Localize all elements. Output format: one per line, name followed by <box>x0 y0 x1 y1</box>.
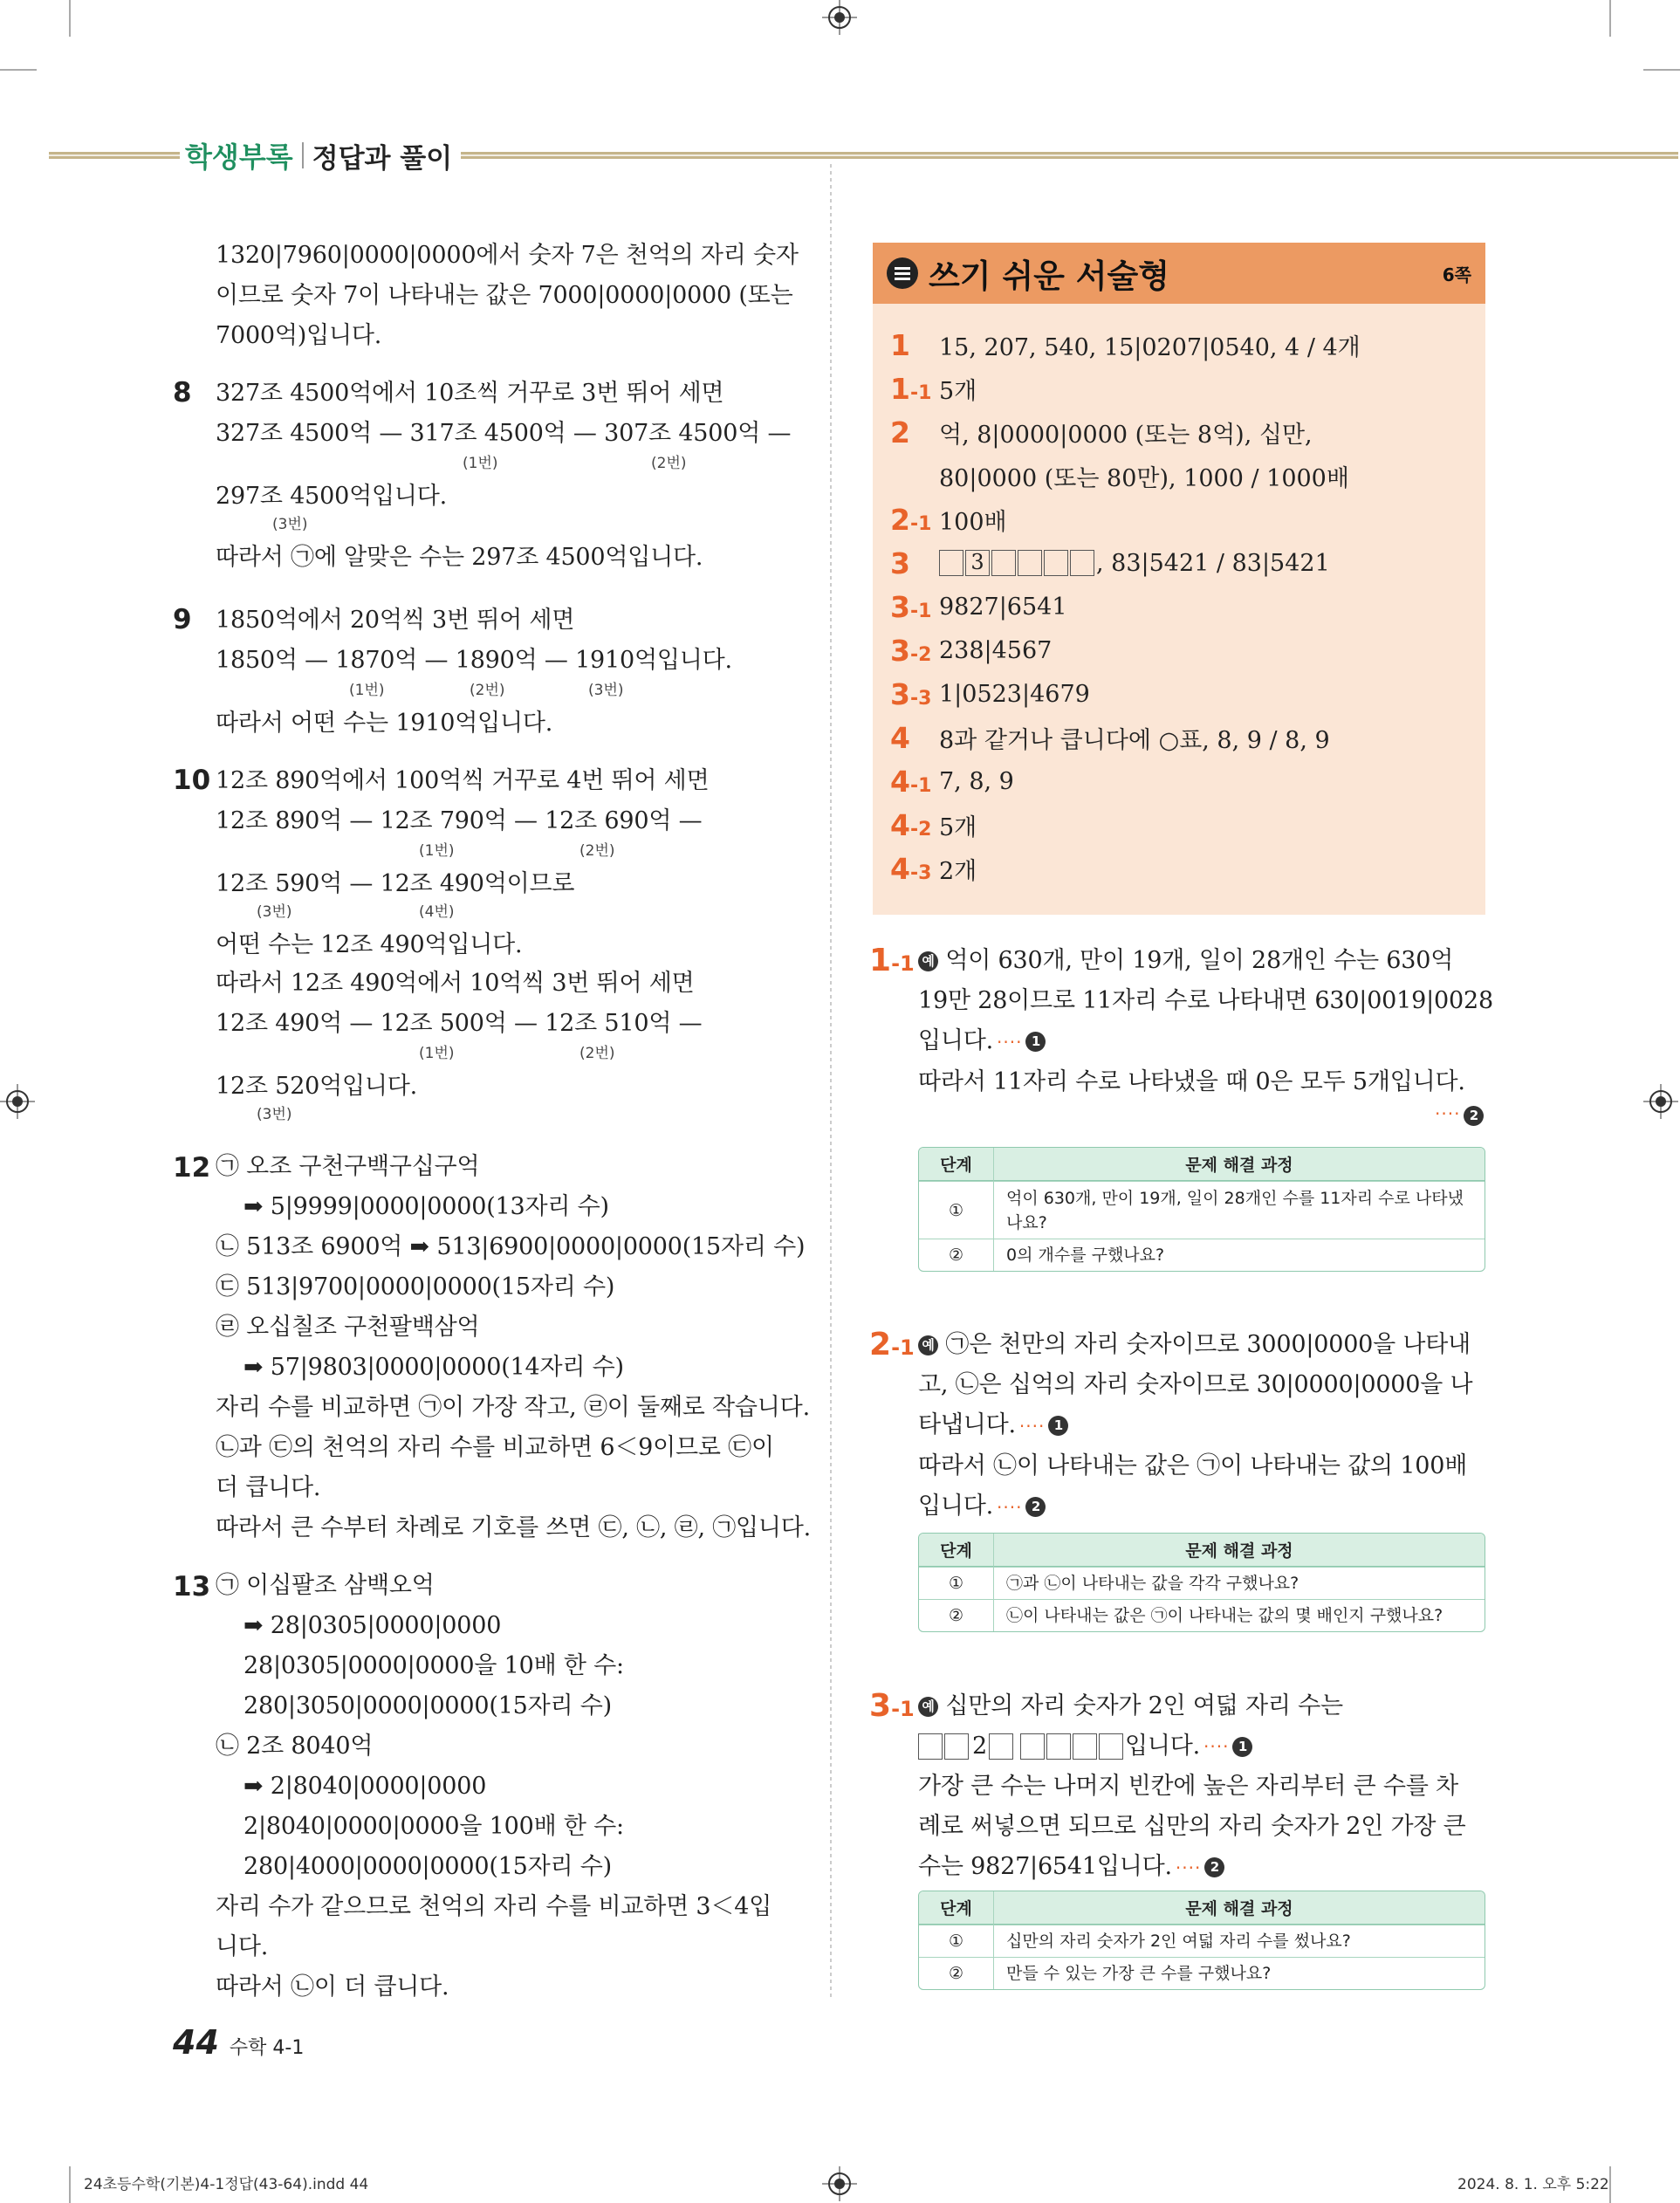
registration-mark-left <box>0 1084 35 1119</box>
digit-box <box>1018 550 1042 576</box>
digit-box <box>1099 1733 1123 1760</box>
jump-label: (4번) <box>419 903 455 921</box>
page-footer <box>173 2023 304 2062</box>
answer-sub: -2 <box>909 818 932 841</box>
jump-label: (2번) <box>651 455 687 472</box>
question-number: 8 <box>173 377 192 408</box>
dotted-leader: ···· <box>1435 1103 1461 1124</box>
intro-line: 7000억)입니다. <box>216 322 382 349</box>
digit-boxes <box>939 550 1096 576</box>
digit-box <box>1044 550 1068 576</box>
table-cell: 십만의 자리 숫자가 2인 여덟 자리 수를 썼나요? <box>994 1925 1485 1957</box>
answer-text: 9827|6541 <box>939 593 1067 621</box>
q12-line: ㉣ 오십칠조 구천팔백삼억 <box>216 1314 480 1341</box>
jump-label: (1번) <box>419 842 455 860</box>
answer-sub: -3 <box>909 861 932 884</box>
solution-2-1 <box>918 1325 1472 1527</box>
step-marker <box>1431 1103 1484 1126</box>
q8-line: 327조 4500억 — 317조 4500억 — 307조 4500억 — <box>216 420 792 447</box>
answer-item <box>890 847 977 890</box>
answer-item <box>890 716 1330 759</box>
answer-item <box>890 323 1361 367</box>
q12-line: ➡ 57|9803|0000|0000(14자리 수) <box>243 1354 624 1381</box>
jump-label: (3번) <box>272 516 308 533</box>
table-header: 문제 해결 과정 <box>994 1148 1485 1181</box>
list-icon <box>887 257 918 289</box>
answer-sub: -1 <box>909 600 932 622</box>
question-number: 12 <box>173 1152 211 1184</box>
step-table <box>918 1147 1485 1272</box>
subject-label: 수학 4-1 <box>229 2037 305 2059</box>
solution-line: 따라서 11자리 수로 나타냈을 때 0은 모두 5개입니다. <box>918 1068 1465 1095</box>
digit-box <box>944 1733 969 1760</box>
answer-text: 80|0000 (또는 80만), 1000 / 1000배 <box>939 464 1349 492</box>
answer-num: 3 <box>890 589 910 624</box>
answer-num: 2 <box>890 502 910 537</box>
answer-item <box>890 410 1313 454</box>
q13-line: 니다. <box>216 1933 269 1960</box>
q12-line: 더 큽니다. <box>216 1474 321 1501</box>
intro-line: 1320|7960|0000|0000에서 숫자 7은 천억의 자리 숫자 <box>216 242 799 269</box>
answer-box-page: 6쪽 <box>1442 264 1471 285</box>
solution-line: 례로 써넣으면 되므로 십만의 자리 숫자가 2인 가장 큰 <box>918 1813 1466 1840</box>
jump-label: (2번) <box>579 1045 615 1062</box>
q12-line: ㉡ 513조 6900억 ➡ 513|6900|0000|0000(15자리 수) <box>216 1233 806 1260</box>
q10-line: 12조 520억입니다. <box>216 1073 418 1100</box>
answer-num: 3 <box>890 546 910 580</box>
step-mark: 2 <box>1204 1857 1224 1877</box>
answer-text: 8과 같거나 큽니다에 ○표, 8, 9 / 8, 9 <box>939 726 1330 754</box>
question-number: 9 <box>173 604 192 635</box>
q12-line: ㉠ 오조 구천구백구십구억 <box>216 1153 480 1180</box>
table-header: 문제 해결 과정 <box>994 1891 1485 1925</box>
table-cell: 만들 수 있는 가장 큰 수를 구했나요? <box>994 1957 1485 1989</box>
step-mark: 2 <box>1464 1106 1484 1126</box>
q10-line: 12조 890억 — 12조 790억 — 12조 690억 — <box>216 807 703 834</box>
digit-box <box>918 1733 943 1760</box>
solution-line: 입니다. <box>918 1493 994 1520</box>
header-divider <box>302 142 304 168</box>
registration-mark-top <box>822 0 857 35</box>
table-cell: ㉠과 ㉡이 나타내는 값을 각각 구했나요? <box>994 1567 1485 1599</box>
q9-line: 1850억에서 20억씩 3번 뛰어 세면 <box>216 607 575 634</box>
table-cell: ㉡이 나타내는 값은 ㉠이 나타내는 값의 몇 배인지 구했나요? <box>994 1599 1485 1631</box>
registration-mark-bottom <box>822 2166 857 2201</box>
q12-block <box>216 1147 811 1548</box>
question-number: 10 <box>173 765 211 796</box>
digit-box <box>989 1733 1013 1760</box>
answer-item <box>890 672 1090 716</box>
answer-box-header <box>873 243 1485 304</box>
answer-box-title: 쓰기 쉬운 서술형 <box>929 257 1169 295</box>
digit-box <box>991 550 1016 576</box>
jump-label: (2번) <box>579 842 615 860</box>
answer-text: 2개 <box>939 857 977 885</box>
table-header: 단계 <box>919 1891 994 1925</box>
answer-text: 238|4567 <box>939 636 1053 664</box>
solution-line: 고, ㉡은 십억의 자리 숫자이므로 30|0000|0000을 나 <box>918 1371 1473 1398</box>
q10-line: 12조 490억 — 12조 500억 — 12조 510억 — <box>216 1010 703 1037</box>
example-badge: 예 <box>918 1697 938 1717</box>
answer-text: 5개 <box>939 813 977 841</box>
page-header <box>185 135 452 175</box>
step-mark: 2 <box>1025 1497 1046 1517</box>
table-cell: 억이 630개, 만이 19개, 일이 28개인 수를 11자리 수로 나타냈나요? <box>994 1181 1485 1239</box>
q10-line: 어떤 수는 12조 490억입니다. <box>216 931 523 958</box>
answer-text: 5개 <box>939 377 977 405</box>
jump-label: (2번) <box>470 682 505 699</box>
solution-line: 가장 큰 수는 나머지 빈칸에 높은 자리부터 큰 수를 차 <box>918 1773 1458 1800</box>
header-subtitle: 정답과 풀이 <box>312 142 453 175</box>
answer-sub: -2 <box>909 643 932 666</box>
dotted-leader: ···· <box>1175 1857 1202 1878</box>
example-badge: 예 <box>918 1335 938 1355</box>
digit-box <box>1073 1733 1097 1760</box>
q13-line: 280|3050|0000|0000(15자리 수) <box>243 1692 613 1719</box>
example-badge: 예 <box>918 951 938 971</box>
question-number: 13 <box>173 1571 211 1602</box>
answer-text: 1|0523|4679 <box>939 680 1090 708</box>
answer-num: 4 <box>890 851 910 886</box>
jump-label: (1번) <box>419 1045 455 1062</box>
answer-item <box>890 367 977 410</box>
q13-line: 28|0305|0000|0000을 10배 한 수: <box>243 1652 624 1679</box>
q10-line: 따라서 12조 490억에서 10억씩 3번 뛰어 세면 <box>216 970 695 997</box>
q12-line: ㉢ 513|9700|0000|0000(15자리 수) <box>216 1273 615 1301</box>
jump-label: (3번) <box>257 1106 292 1123</box>
solution-number <box>869 1688 915 1724</box>
answer-item <box>890 628 1052 672</box>
q8-line: 297조 4500억입니다. <box>216 483 448 510</box>
q13-line: ㉡ 2조 8040억 <box>216 1733 374 1760</box>
dotted-leader: ···· <box>1203 1736 1230 1757</box>
solution-sub: -1 <box>891 951 915 976</box>
answer-num: 1 <box>890 371 910 406</box>
table-cell: ① <box>919 1567 994 1599</box>
intro-text <box>216 236 799 356</box>
digit-two: 2 <box>972 1733 987 1760</box>
solution-line: ㉠은 천만의 자리 숫자이므로 3000|0000을 나타내 <box>945 1331 1471 1358</box>
intro-line: 이므로 숫자 7이 나타내는 값은 7000|0000|0000 (또는 <box>216 282 793 309</box>
answer-sub: -1 <box>909 381 932 404</box>
table-cell: ② <box>919 1239 994 1271</box>
table-header: 단계 <box>919 1148 994 1181</box>
digit-box <box>939 550 963 576</box>
solution-num: 1 <box>869 943 892 978</box>
answer-item <box>890 541 1330 585</box>
answer-num: 1 <box>890 327 910 362</box>
solution-1-1 <box>918 941 1493 1102</box>
q12-line: 따라서 큰 수부터 차례로 기호를 쓰면 ㉢, ㉡, ㉣, ㉠입니다. <box>216 1514 812 1541</box>
solution-line: 억이 630개, 만이 19개, 일이 28개인 수는 630억 <box>945 947 1454 974</box>
q12-line: ➡ 5|9999|0000|0000(13자리 수) <box>243 1193 609 1220</box>
step-mark: 1 <box>1025 1032 1046 1052</box>
q13-block <box>216 1566 771 2007</box>
q9-line: 1850억 — 1870억 — 1890억 — 1910억입니다. <box>216 647 732 674</box>
q13-line: 따라서 ㉡이 더 큽니다. <box>216 1973 449 2001</box>
table-header: 단계 <box>919 1534 994 1567</box>
q8-line: 327조 4500억에서 10조씩 거꾸로 3번 뛰어 세면 <box>216 380 724 407</box>
answer-num: 3 <box>890 676 910 711</box>
step-mark: 1 <box>1048 1416 1068 1436</box>
answer-text: 15, 207, 540, 15|0207|0540, 4 / 4개 <box>939 333 1361 361</box>
page-number: 44 <box>173 2023 219 2062</box>
solution-number <box>869 943 915 978</box>
answer-text: 억, 8|0000|0000 (또는 8억), 십만, <box>939 421 1313 449</box>
answer-sub: -3 <box>909 687 932 710</box>
solution-line: 입니다. <box>918 1027 994 1054</box>
q8-line: 따라서 ㉠에 알맞은 수는 297조 4500억입니다. <box>216 544 703 571</box>
table-cell: ② <box>919 1599 994 1631</box>
table-cell: ① <box>919 1925 994 1957</box>
answer-item <box>890 585 1067 628</box>
digit-box <box>1046 1733 1071 1760</box>
q13-line: ㉠ 이십팔조 삼백오억 <box>216 1572 435 1599</box>
jump-label: (1번) <box>463 455 498 472</box>
answer-item <box>890 803 977 847</box>
answer-num: 4 <box>890 764 910 799</box>
q12-line: ㉡과 ㉢의 천억의 자리 수를 비교하면 6＜9이므로 ㉢이 <box>216 1434 774 1461</box>
solution-line: 19만 28이므로 11자리 수로 나타내면 630|0019|0028 <box>918 987 1493 1014</box>
answer-num: 4 <box>890 807 910 842</box>
dotted-leader: ···· <box>1018 1416 1046 1437</box>
answer-sub: -1 <box>909 774 932 797</box>
answer-sub: -1 <box>909 512 932 535</box>
q13-line: 자리 수가 같으므로 천억의 자리 수를 비교하면 3＜4입 <box>216 1893 772 1920</box>
solution-3-1 <box>918 1686 1466 1888</box>
dotted-leader: ···· <box>997 1032 1023 1053</box>
table-cell: ① <box>919 1181 994 1239</box>
q13-line: 280|4000|0000|0000(15자리 수) <box>243 1853 613 1880</box>
solution-line: 따라서 ㉡이 나타내는 값은 ㉠이 나타내는 값의 100배 <box>918 1452 1468 1479</box>
answer-item <box>939 454 1349 498</box>
slug-file: 24초등수학(기본)4-1정답(43-64).indd 44 <box>84 2176 369 2193</box>
q13-line: ➡ 2|8040|0000|0000 <box>243 1773 487 1800</box>
table-header: 문제 해결 과정 <box>994 1534 1485 1567</box>
digit-box: 3 <box>965 550 990 576</box>
answer-num: 2 <box>890 415 910 450</box>
table-cell: ② <box>919 1957 994 1989</box>
solution-sub: -1 <box>891 1335 915 1360</box>
registration-mark-right <box>1643 1084 1678 1119</box>
step-table <box>918 1533 1485 1632</box>
solution-line: 수는 9827|6541입니다. <box>918 1853 1172 1880</box>
dotted-leader: ···· <box>997 1497 1023 1518</box>
header-title: 학생부록 <box>185 141 293 174</box>
solution-line: 타냅니다. <box>918 1411 1016 1438</box>
answer-text: 7, 8, 9 <box>939 767 1014 795</box>
solution-num: 2 <box>869 1327 892 1362</box>
solution-line: 입니다. <box>1124 1733 1201 1760</box>
jump-label: (1번) <box>349 682 385 699</box>
jump-label: (3번) <box>588 682 624 699</box>
answer-text: , 83|5421 / 83|5421 <box>1096 549 1330 577</box>
q13-line: ➡ 28|0305|0000|0000 <box>243 1612 502 1639</box>
solution-line: 십만의 자리 숫자가 2인 여덟 자리 수는 <box>945 1692 1343 1719</box>
digit-box <box>1070 550 1094 576</box>
q10-line: 12조 590억 — 12조 490억이므로 <box>216 870 575 897</box>
slug-date: 2024. 8. 1. 오후 5:22 <box>1457 2176 1609 2193</box>
q10-line: 12조 890억에서 100억씩 거꾸로 4번 뛰어 세면 <box>216 767 710 794</box>
table-cell: 0의 개수를 구했나요? <box>994 1239 1485 1271</box>
q9-line: 따라서 어떤 수는 1910억입니다. <box>216 710 553 737</box>
answer-num: 3 <box>890 633 910 668</box>
jump-label: (3번) <box>257 903 292 921</box>
solution-number <box>869 1327 915 1362</box>
solution-num: 3 <box>869 1688 892 1724</box>
step-mark: 1 <box>1232 1737 1252 1757</box>
q13-line: 2|8040|0000|0000을 100배 한 수: <box>243 1813 624 1840</box>
q12-line: 자리 수를 비교하면 ㉠이 가장 작고, ㉣이 둘째로 작습니다. <box>216 1394 810 1421</box>
answer-item <box>890 759 1014 803</box>
digit-box <box>1020 1733 1045 1760</box>
step-table <box>918 1891 1485 1990</box>
answer-text: 100배 <box>939 508 1007 536</box>
solution-sub: -1 <box>891 1697 915 1721</box>
answer-item <box>890 498 1007 541</box>
answer-num: 4 <box>890 720 910 755</box>
